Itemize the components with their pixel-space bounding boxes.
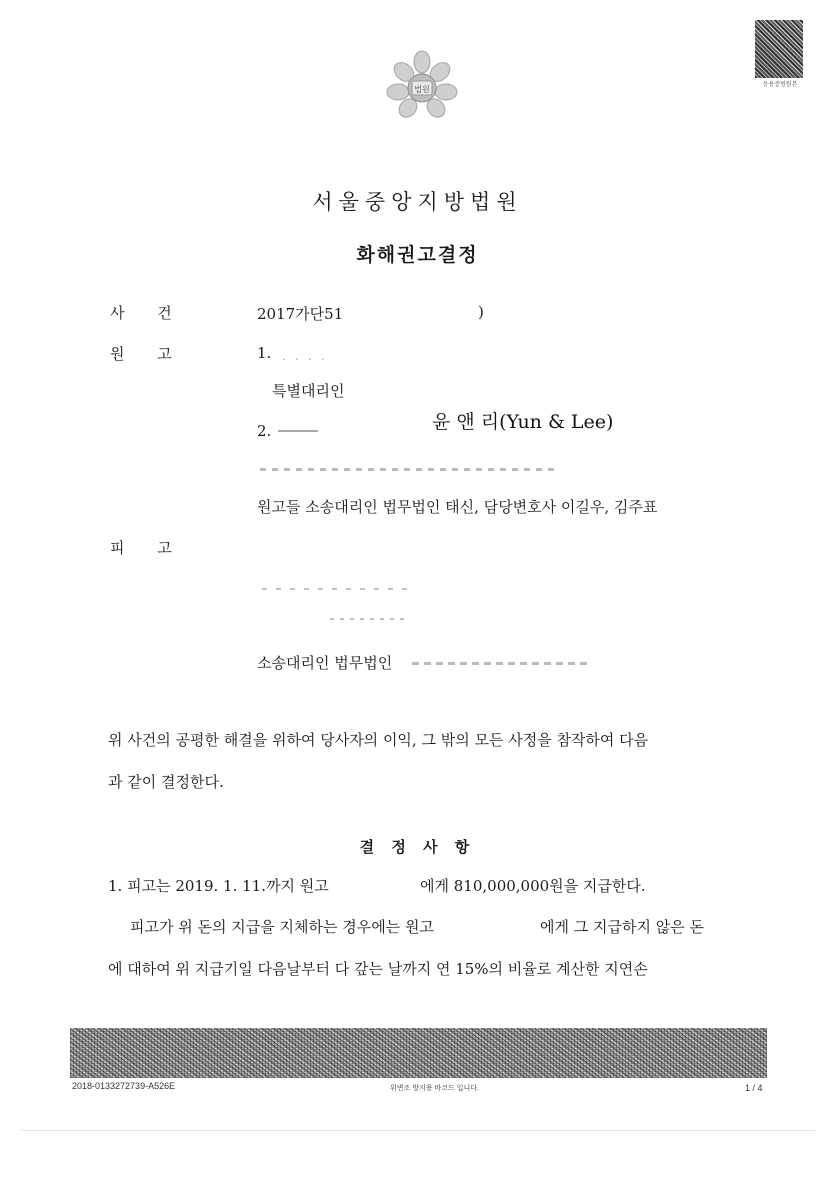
plaintiff-label: 원 고	[110, 345, 186, 363]
item-1-line-2b: 에게 그 지급하지 않은 돈	[540, 918, 704, 936]
redaction-remnant	[278, 430, 318, 432]
case-number: 2017가단51	[257, 305, 344, 323]
court-name: 서울중앙지방법원	[312, 190, 523, 214]
barcode-note: 위변조 방지용 바코드 입니다.	[390, 1085, 479, 1092]
plaintiffs-counsel: 원고들 소송대리인 법무법인 태신, 담당변호사 이길우, 김주표	[257, 498, 658, 516]
item-1-text-a: 1. 피고는 2019. 1. 11.까지 원고	[108, 877, 329, 895]
item-1-text-b: 에게 810,000,000원을 지급한다.	[420, 877, 646, 895]
intro-line-1: 위 사건의 공평한 해결을 위하여 당사자의 이익, 그 밖의 모든 사정을 참작하여 다음	[108, 731, 649, 749]
item-1-line-2a: 피고가 위 돈의 지급을 지체하는 경우에는 원고	[130, 918, 434, 936]
qr-code	[755, 20, 803, 78]
redaction-remnant-line	[330, 618, 410, 620]
plaintiff-1-number: 1.	[257, 344, 272, 362]
page-indicator: 1 / 4	[745, 1083, 763, 1093]
defendant-label: 피 고	[110, 539, 186, 557]
plaintiff-2-number: 2.	[257, 422, 272, 440]
redaction-remnant-line	[412, 662, 587, 665]
seal-text: 법원	[414, 85, 430, 94]
redaction-remnant-line	[260, 468, 560, 471]
item-1-line-3: 에 대하여 위 지급기일 다음날부터 다 갚는 날까지 연 15%의 비율로 계산한 지연손	[108, 960, 648, 978]
document-title: 화해권고결정	[356, 244, 479, 266]
special-agent-label: 특별대리인	[272, 382, 345, 400]
document-number: 2018-0133272739-A526E	[72, 1081, 176, 1091]
redaction-remnant-line	[262, 588, 412, 590]
court-seal-emblem	[384, 50, 460, 120]
redacted-dots: . . . .	[282, 350, 328, 363]
qr-caption: 응용증빙원본	[762, 81, 798, 88]
law-firm-stamp: 윤 앤 리(Yun & Lee)	[432, 411, 614, 433]
case-label: 사 건	[110, 304, 186, 322]
intro-line-2: 과 같이 결정한다.	[108, 773, 224, 791]
scan-edge-line	[20, 1130, 815, 1131]
section-title: 결 정 사 항	[359, 838, 476, 856]
case-number-tail: )	[478, 303, 484, 321]
anti-forgery-barcode	[70, 1028, 767, 1078]
defendant-counsel: 소송대리인 법무법인	[257, 654, 393, 672]
